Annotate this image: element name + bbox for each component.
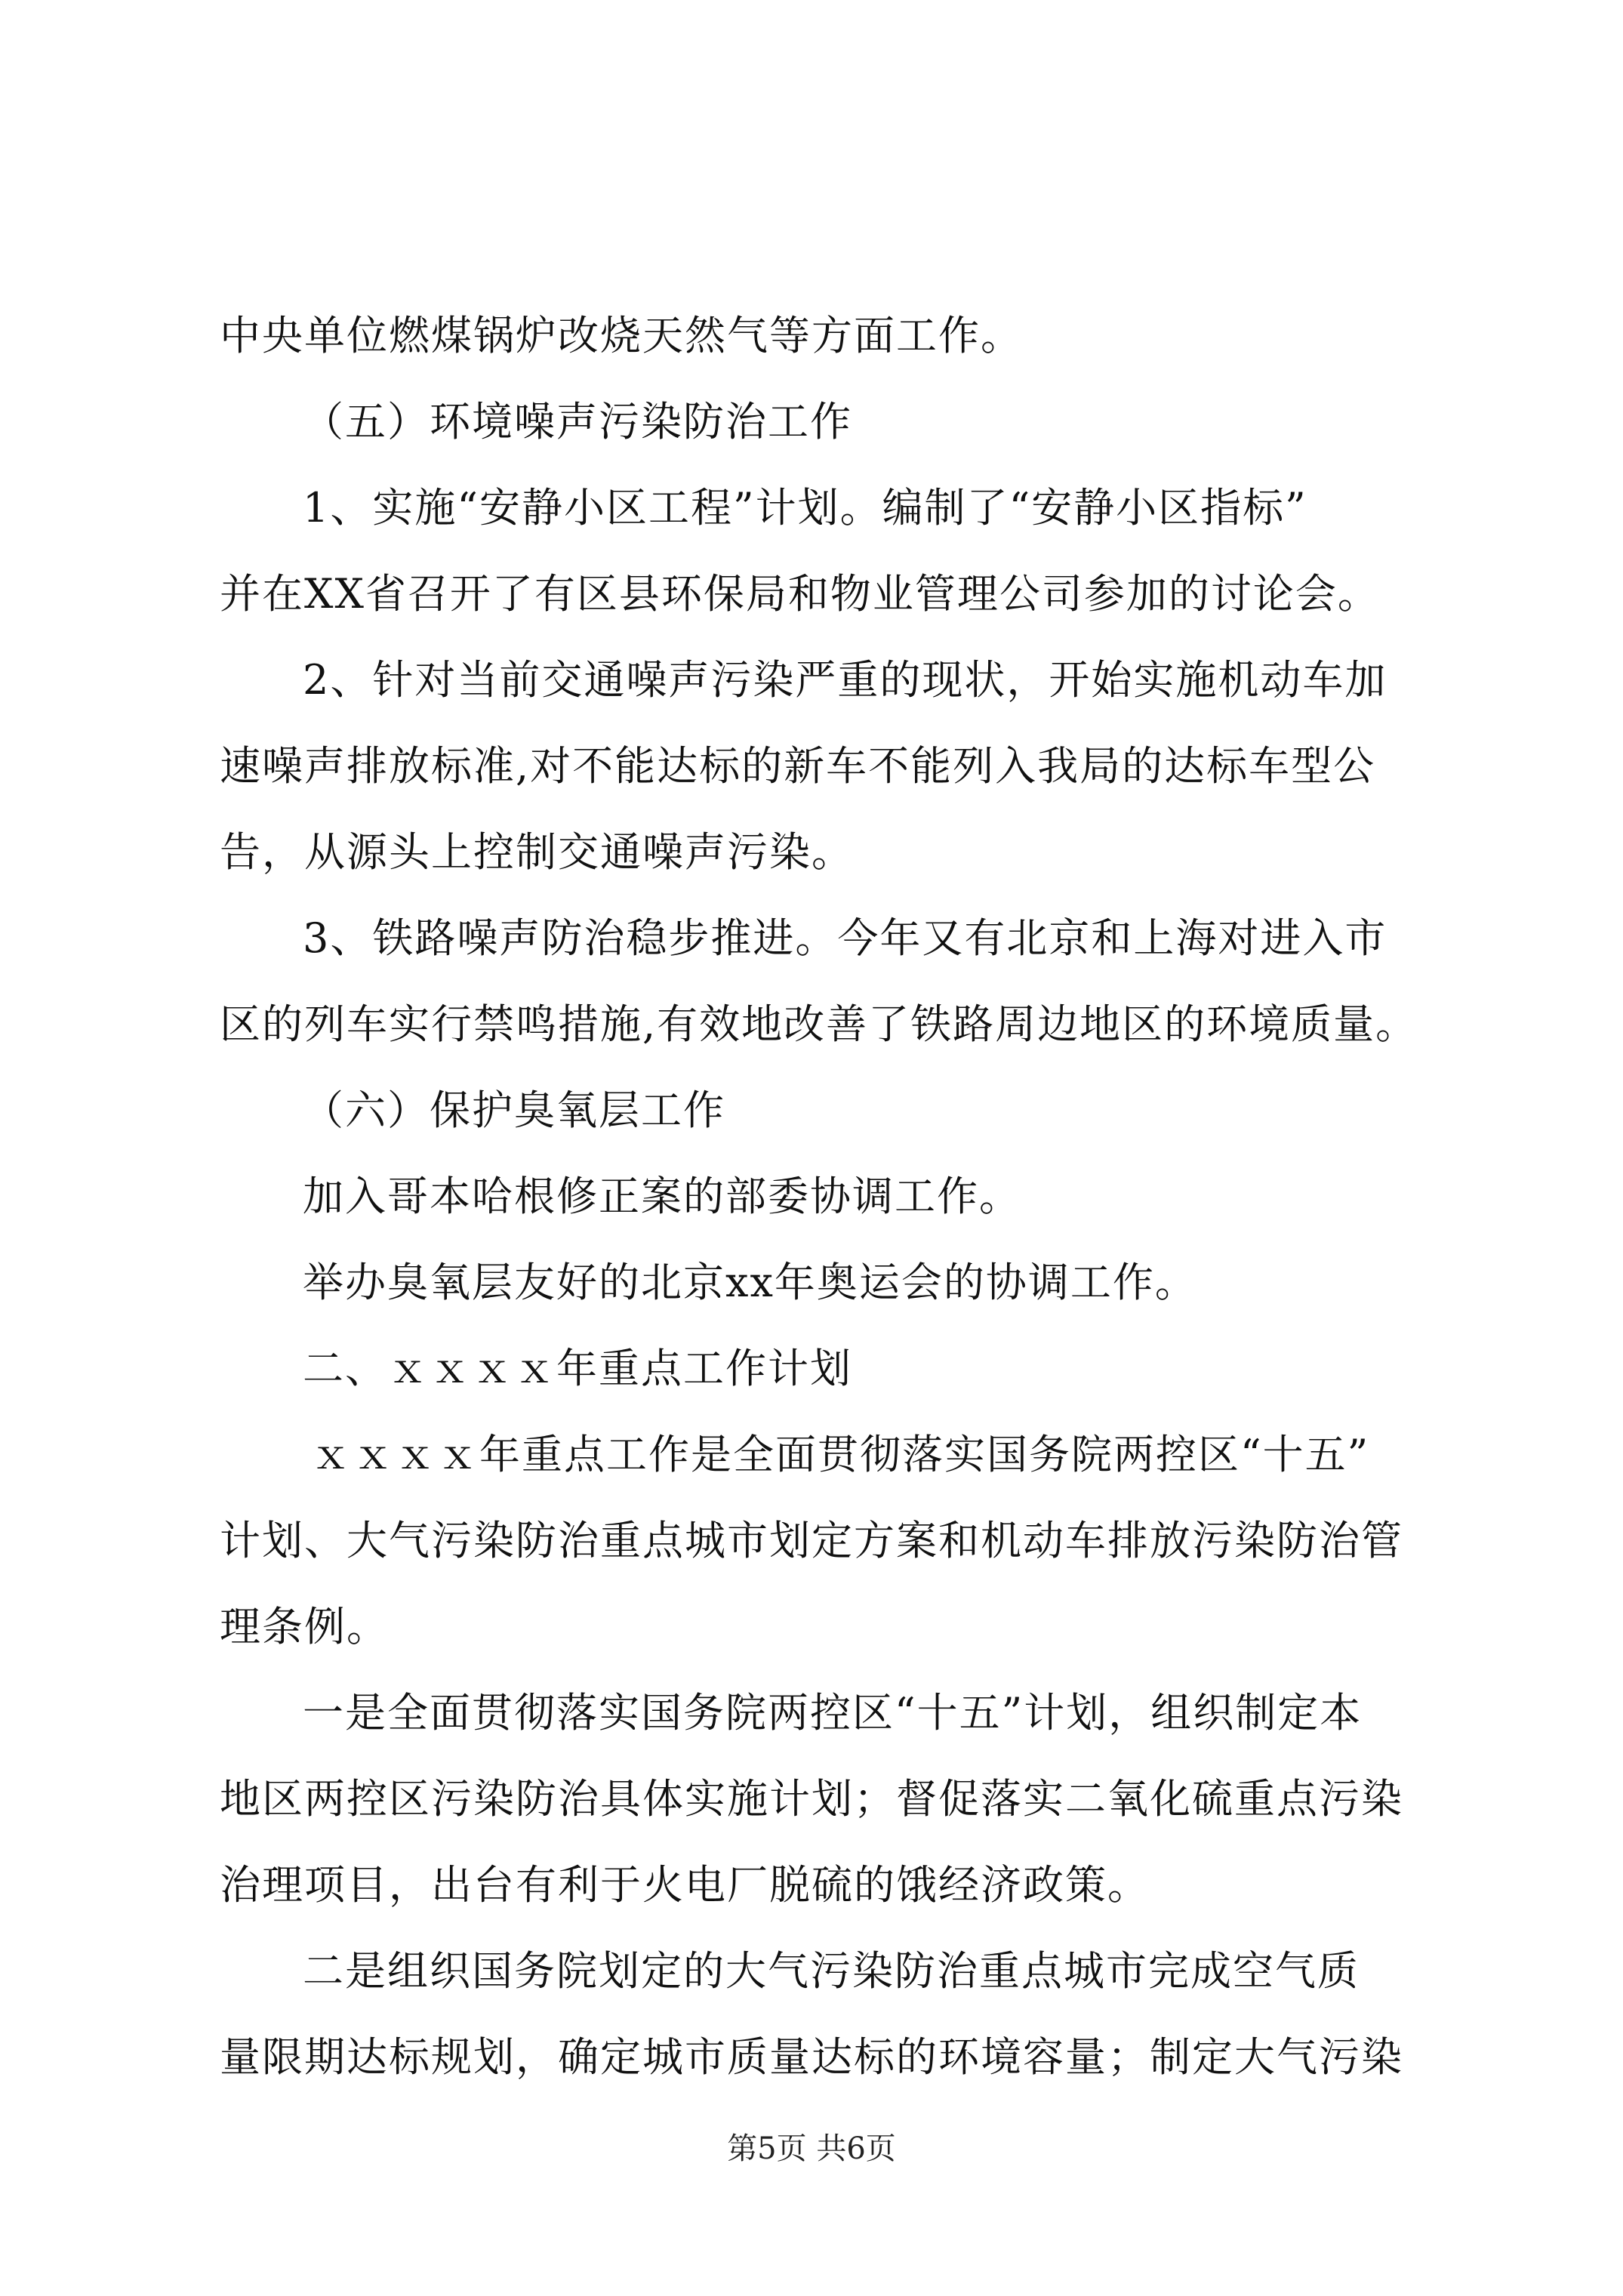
section-heading-six: （六）保护臭氧层工作	[303, 1086, 725, 1134]
text-line: 一是全面贯彻落实国务院两控区“十五”计划，组织制定本	[303, 1689, 1363, 1737]
text-line: 中央单位燃煤锅炉改烧天然气等方面工作。	[220, 312, 1023, 359]
text-line: 告，从源头上控制交通噪声污染。	[220, 828, 854, 876]
section-heading-two: 二、ｘｘｘｘ年重点工作计划	[303, 1345, 852, 1392]
text-line: 计划、大气污染防治重点城市划定方案和机动车排放污染防治管	[220, 1517, 1403, 1564]
text-line: 1、实施“安静小区工程”计划。编制了“安静小区指标”	[303, 484, 1307, 532]
text-line: 举办臭氧层友好的北京xx年奥运会的协调工作。	[303, 1259, 1197, 1306]
text-line: 3、铁路噪声防治稳步推进。今年又有北京和上海对进入市	[303, 914, 1387, 962]
text-line: 2、针对当前交通噪声污染严重的现状，开始实施机动车加	[303, 656, 1387, 704]
text-line: 治理项目，出台有利于火电厂脱硫的饿经济政策。	[220, 1861, 1150, 1909]
text-line: ｘｘｘｘ年重点工作是全面贯彻落实国务院两控区“十五”	[310, 1431, 1370, 1478]
text-line: 速噪声排放标准,对不能达标的新车不能列入我局的达标车型公	[220, 742, 1376, 790]
text-line: 理条例。	[220, 1603, 389, 1650]
text-line: 二是组织国务院划定的大气污染防治重点城市完成空气质	[303, 1947, 1360, 1995]
text-line: 地区两控区污染防治具体实施计划；督促落实二氧化硫重点污染	[220, 1775, 1403, 1823]
text-line: 量限期达标规划，确定城市质量达标的环境容量；制定大气污染	[220, 2033, 1403, 2081]
text-line: 并在XX省召开了有区县环保局和物业管理公司参加的讨论会。	[220, 570, 1380, 618]
section-heading-five: （五）环境噪声污染防治工作	[303, 398, 852, 445]
text-line: 加入哥本哈根修正案的部委协调工作。	[303, 1173, 1021, 1220]
page-number-footer: 第5页 共6页	[727, 2131, 896, 2166]
text-line: 区的列车实行禁鸣措施,有效地改善了铁路周边地区的环境质量。	[220, 1000, 1418, 1048]
